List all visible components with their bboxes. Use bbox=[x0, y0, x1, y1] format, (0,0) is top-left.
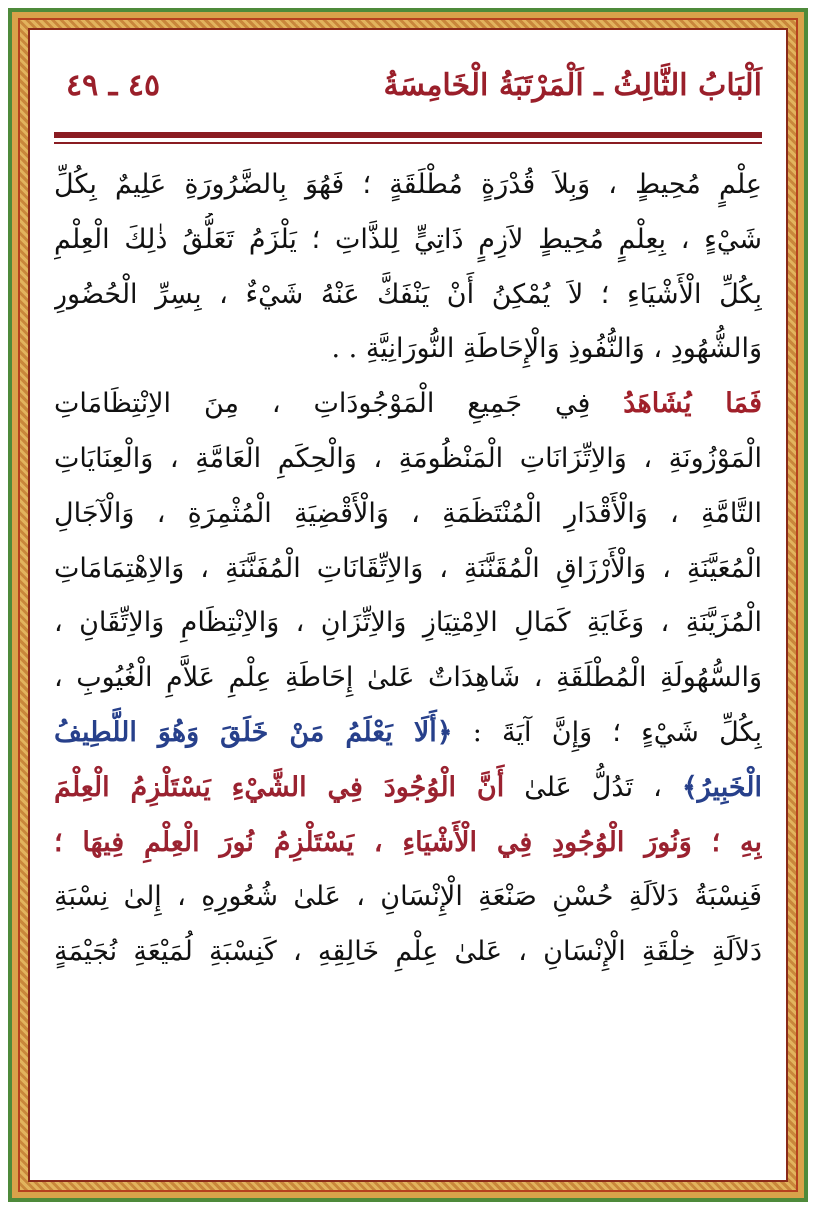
text-line: دَلاَلَةِ خِلْقَةِ الْإِنْسَانِ ، عَلىٰ عِلْمِ خَالِقِهِ ، كَنِسْبَةِ لُمَيْعَةِ نُجَيْمَةٍ bbox=[54, 936, 762, 968]
text-line: الْمَوْزُونَةِ ، وَالاِتِّزَانَاتِ الْمَنْظُومَةِ ، وَالْحِكَمِ الْعَامَّةِ ، وَالْعِنَايَاتِ bbox=[54, 442, 762, 474]
page-range: ٤٥ ـ ٤٩ bbox=[66, 68, 161, 103]
text-line: عِلْمٍ مُحِيطٍ ، وَبِلاَ قُدْرَةٍ مُطْلَقَةٍ ؛ فَهُوَ بِالضَّرُورَةِ عَلِيمٌ بِكُلِّ bbox=[54, 169, 762, 200]
text-line bbox=[54, 377, 762, 432]
text-line bbox=[54, 816, 762, 871]
text-run: بِكُلِّ شَيْءٍ ؛ وَإِنَّ آيَةَ : bbox=[452, 716, 762, 748]
text-line bbox=[54, 706, 762, 761]
text-line: وَالسُّهُولَةِ الْمُطْلَقَةِ ، شَاهِدَاتٌ عَلىٰ إِحَاطَةِ عِلْمِ عَلاَّمِ الْغُيُوبِ ، bbox=[54, 662, 762, 694]
text-line: الْمُعَيَّنَةِ ، وَالْأَرْزَاقِ الْمُقَنَّنَةِ ، وَالاِتِّقَانَاتِ الْمُفَنَّنَةِ ، وَالاِهْتِمَامَاتِ bbox=[54, 552, 762, 584]
paragraph-1 bbox=[54, 158, 762, 377]
running-title: اَلْبَابُ الثَّالِثُ ـ اَلْمَرْتَبَةُ الْخَامِسَةُ bbox=[383, 68, 762, 103]
body-text bbox=[54, 158, 762, 980]
header-rule-thick bbox=[54, 132, 762, 138]
quran-verse-end: الْخَبِيرُ﴾ bbox=[681, 771, 762, 803]
text-line: بِكُلِّ الْأَشْيَاءِ ؛ لاَ يُمْكِنُ أَنْ يَنْفَكَّ عَنْهُ شَيْءٌ ، بِسِرِّ الْحُضُورِ bbox=[54, 278, 762, 310]
page-header bbox=[54, 58, 762, 126]
book-page bbox=[54, 58, 762, 1158]
quran-verse: ﴿أَلَا يَعْلَمُ مَنْ خَلَقَ وَهُوَ اللَّطِيفُ bbox=[54, 716, 453, 748]
emphasis-lead: فَمَا يُشَاهَدُ bbox=[623, 388, 762, 420]
text-line: التَّامَّةِ ، وَالْأَقْدَارِ الْمُنْتَظَمَةِ ، وَالْأَقْضِيَةِ الْمُثْمِرَةِ ، وَالْآجَالِ bbox=[54, 497, 762, 529]
emphasis-statement: أَنَّ الْوُجُودَ فِي الشَّيْءِ يَسْتَلْزِمُ الْعِلْمَ bbox=[54, 771, 505, 803]
paragraph-2 bbox=[54, 377, 762, 980]
text-line: شَيْءٍ ، بِعِلْمٍ مُحِيطٍ لاَزِمٍ ذَاتِيٍّ لِلذَّاتِ ؛ يَلْزَمُ تَعَلُّقُ ذٰلِكَ الْعِلْمِ bbox=[54, 223, 762, 255]
emphasis-statement-continued: بِهِ ؛ وَنُورَ الْوُجُودِ فِي الْأَشْيَاءِ ، يَسْتَلْزِمُ نُورَ الْعِلْمِ فِيهَا ؛ bbox=[54, 826, 762, 858]
text-line: وَالشُّهُودِ ، وَالنُّفُوذِ وَالْإِحَاطَةِ النُّورَانِيَّةِ . . bbox=[331, 333, 762, 365]
text-line: فَنِسْبَةُ دَلاَلَةِ حُسْنِ صَنْعَةِ الْإِنْسَانِ ، عَلىٰ شُعُورِهِ ، إِلىٰ نِسْبَةِ bbox=[54, 881, 762, 913]
text-line: الْمُزَيَّنَةِ ، وَغَايَةِ كَمَالِ الاِمْتِيَازِ وَالاِتِّزَانِ ، وَالاِنْتِظَامِ وَالاِتِّقَانِ ، bbox=[54, 607, 762, 639]
text-run: ، تَدُلُّ عَلىٰ bbox=[504, 771, 682, 803]
header-rule-thin bbox=[54, 142, 762, 144]
text-line bbox=[54, 761, 762, 816]
text-run: فِي جَمِيعِ الْمَوْجُودَاتِ ، مِنَ الاِنْتِظَامَاتِ bbox=[54, 388, 624, 420]
